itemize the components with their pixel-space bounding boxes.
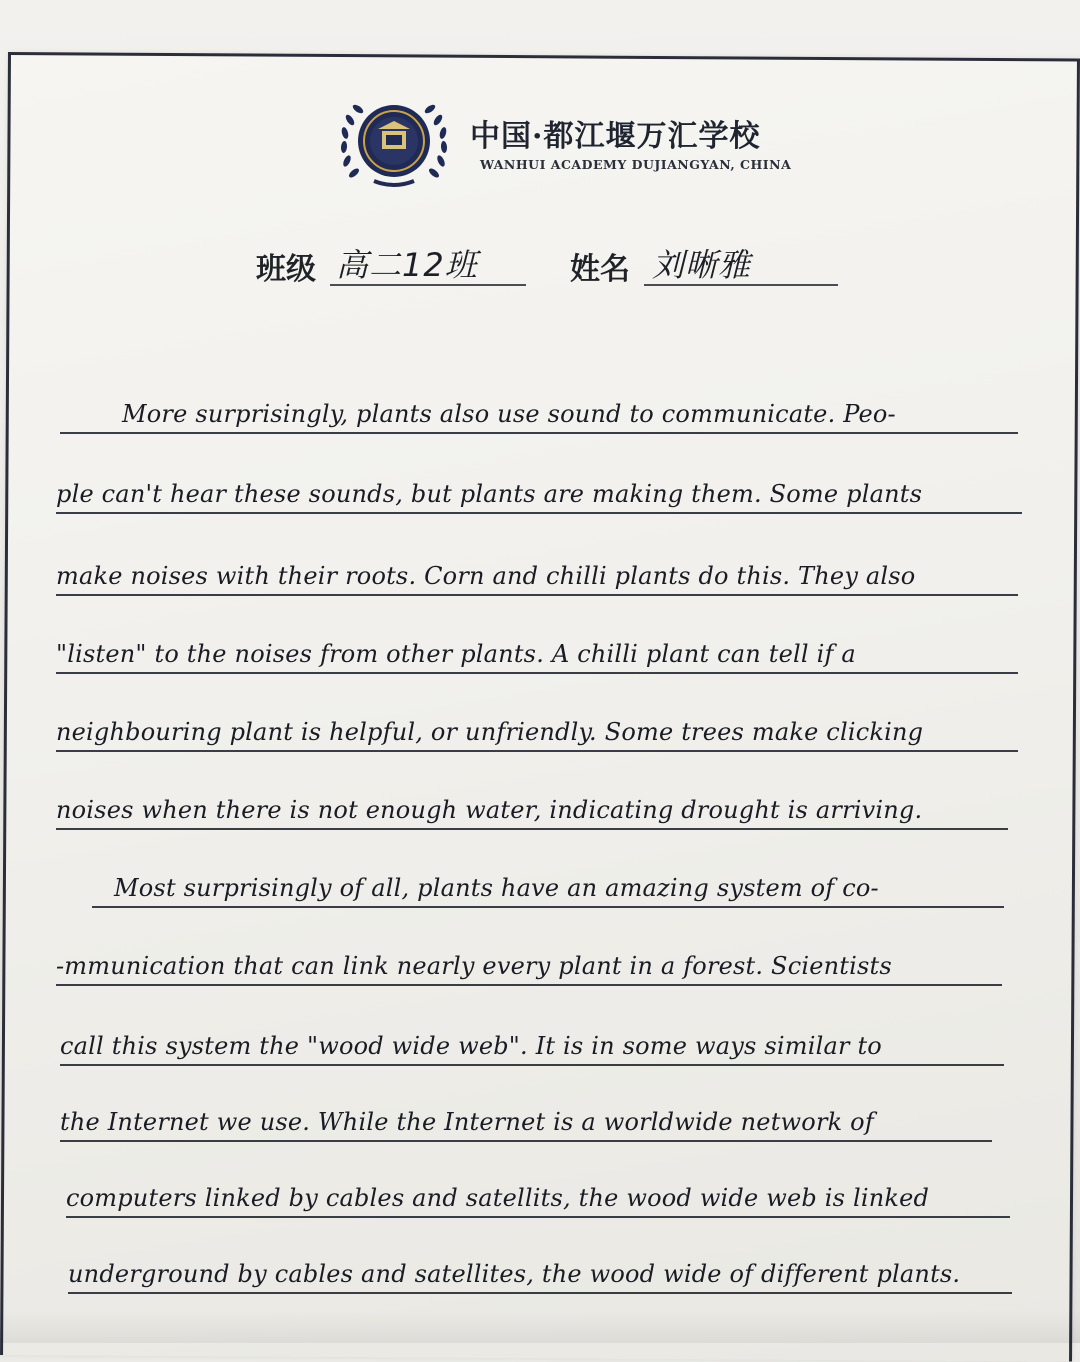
essay-line-text: ple can't hear these sounds, but plants are making them. Some plants [56, 480, 923, 508]
school-name-chinese: 中国·都江堰万汇学校 [470, 119, 761, 154]
photo-bottom-shadow [0, 1310, 1080, 1343]
ruled-line [56, 512, 1022, 514]
class-label: 班级 [256, 252, 316, 287]
essay-line-text: the Internet we use. While the Internet is a worldwide network of [60, 1108, 874, 1136]
essay-line-text: "listen" to the noises from other plants. A chilli plant can tell if a [56, 640, 856, 668]
name-value: 刘晰雅 [652, 246, 752, 284]
essay-line-text: More surprisingly, plants also use sound to communicate. Peo- [122, 400, 896, 428]
essay-line [56, 534, 1018, 596]
essay-line-text: Most surprisingly of all, plants have an amazing system of co- [114, 874, 879, 902]
essay-line [56, 452, 1022, 514]
essay-line [56, 612, 1018, 674]
ruled-line [56, 750, 1018, 752]
essay-line [60, 372, 1018, 434]
ruled-line [56, 594, 1018, 596]
ruled-line [68, 1292, 1012, 1294]
essay-line [56, 690, 1018, 752]
essay-line-text: neighbouring plant is helpful, or unfriendly. Some trees make clicking [56, 718, 924, 746]
essay-line [56, 924, 1002, 986]
class-value: 高二12班 [336, 246, 478, 284]
ruled-line [66, 1216, 1010, 1218]
essay-line-text: call this system the "wood wide web". It is in some ways similar to [60, 1032, 882, 1060]
essay-line-text: -mmunication that can link nearly every plant in a forest. Scientists [56, 952, 892, 980]
essay-line [92, 846, 1004, 908]
essay-line [60, 1080, 992, 1142]
ruled-line [60, 432, 1018, 434]
essay-line [60, 1004, 1004, 1066]
essay-line-text: underground by cables and satellites, the wood wide of different plants. [68, 1260, 961, 1288]
ruled-line [56, 984, 1002, 986]
ruled-line [60, 1064, 1004, 1066]
name-label: 姓名 [570, 252, 630, 287]
school-name-english: WANHUI ACADEMY DUJIANGYAN, CHINA [480, 157, 792, 172]
essay-line [56, 768, 1008, 830]
essay-line-text: noises when there is not enough water, indicating drought is arriving. [56, 796, 923, 824]
ruled-line [92, 906, 1004, 908]
ruled-line [56, 828, 1008, 830]
ruled-line [60, 1140, 992, 1142]
essay-line [68, 1232, 1012, 1294]
essay-line-text: computers linked by cables and satellits, the wood wide web is linked [66, 1184, 930, 1212]
essay-line [66, 1156, 1010, 1218]
ruled-line [56, 672, 1018, 674]
essay-line-text: make noises with their roots. Corn and chilli plants do this. They also [56, 562, 916, 590]
